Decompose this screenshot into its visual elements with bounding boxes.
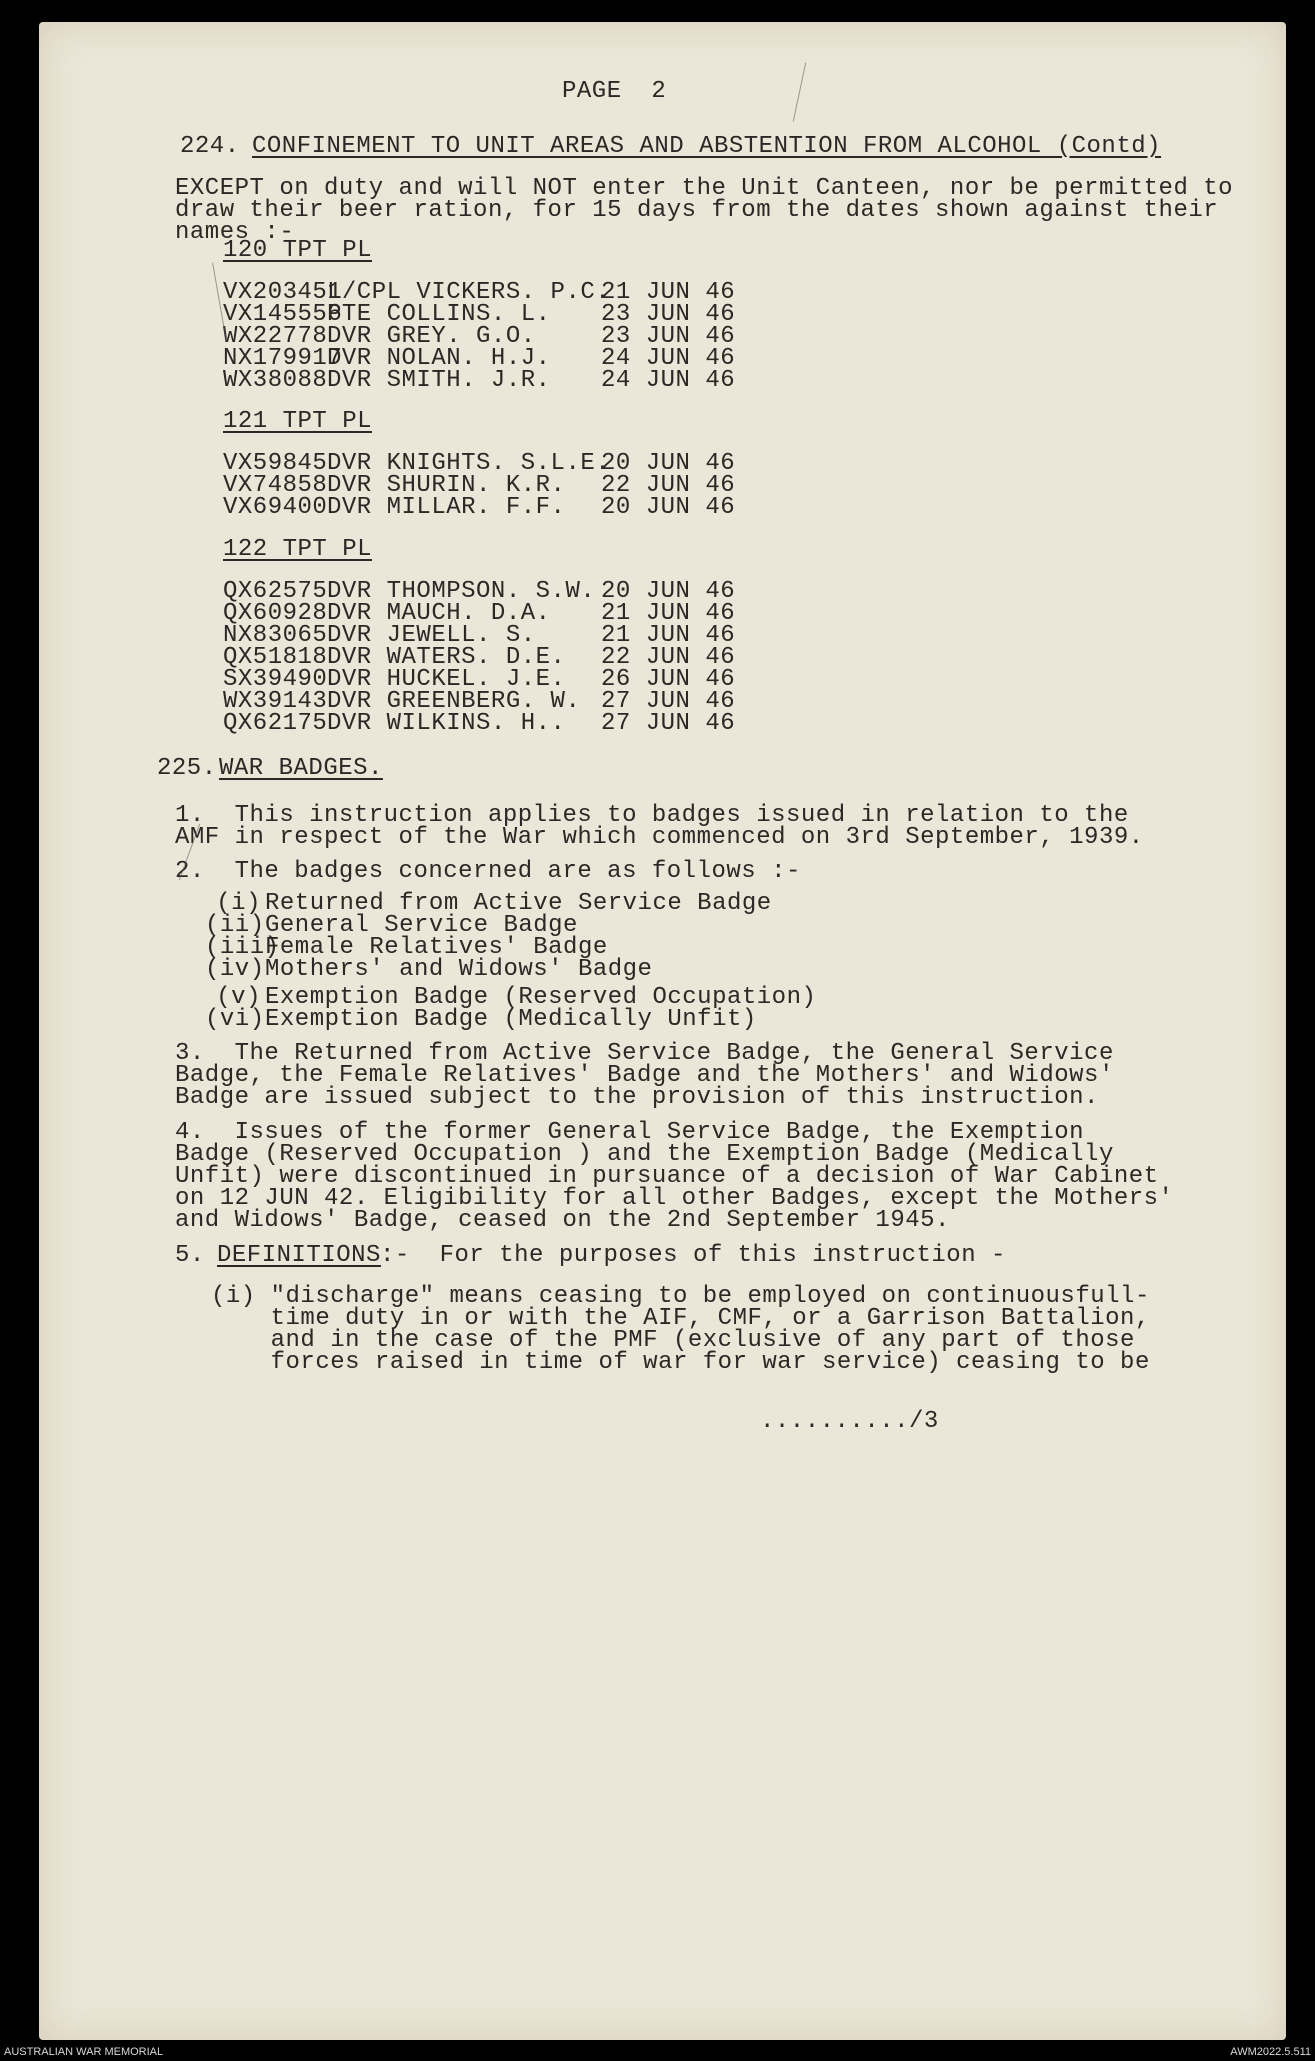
para-4-line-2: Badge (Reserved Occupation ) and the Exemption Badge (Medically — [175, 1141, 1114, 1168]
pencil-mark — [793, 63, 806, 122]
date: 23 JUN 46 — [601, 301, 736, 328]
date: 22 JUN 46 — [601, 644, 736, 671]
para-3-line-3: Badge are issued subject to the provision of this instruction. — [175, 1084, 1099, 1111]
service-number: VX203451 — [223, 279, 343, 306]
date: 23 JUN 46 — [601, 323, 736, 350]
date: 26 JUN 46 — [601, 666, 736, 693]
section-224-number: 224. — [180, 133, 240, 160]
para-4-line-3: Unfit) were discontinued in pursuance of a decision of War Cabinet — [175, 1163, 1159, 1190]
section-225-heading: WAR BADGES. — [219, 755, 383, 782]
badge-number: (i) — [216, 890, 261, 917]
para-4-line-5: and Widows' Badge, ceased on the 2nd September 1945. — [175, 1207, 950, 1234]
para-5-rest: :- For the purposes of this instruction - — [380, 1242, 1006, 1269]
badge-name: Exemption Badge (Medically Unfit) — [265, 1006, 757, 1033]
section-224-heading: CONFINEMENT TO UNIT AREAS AND ABSTENTION FROM ALCOHOL (Contd) — [252, 133, 1162, 160]
rank-and-name: PTE COLLINS. L. — [327, 301, 551, 328]
date: 22 JUN 46 — [601, 472, 736, 499]
para-3-line-2: Badge, the Female Relatives' Badge and the Mothers' and Widows' — [175, 1062, 1114, 1089]
rank-and-name: DVR NOLAN. H.J. — [327, 345, 551, 372]
date: 20 JUN 46 — [601, 494, 736, 521]
badge-name: Mothers' and Widows' Badge — [265, 956, 653, 983]
para-1-line-2: AMF in respect of the War which commenced on 3rd September, 1939. — [175, 824, 1144, 851]
service-number: NX179917 — [223, 345, 343, 372]
para-2: 2. The badges concerned are as follows :- — [175, 858, 801, 885]
service-number: QX62175 — [223, 710, 328, 737]
service-number: QX60928 — [223, 600, 328, 627]
para-3-line-1: 3. The Returned from Active Service Badge, the General Service — [175, 1040, 1114, 1067]
section-224-intro-line-1: EXCEPT on duty and will NOT enter the Unit Canteen, nor be permitted to — [175, 175, 1234, 202]
para-1-line-1: 1. This instruction applies to badges issued in relation to the — [175, 802, 1129, 829]
para-4-line-1: 4. Issues of the former General Service Badge, the Exemption — [175, 1119, 1085, 1146]
badge-number: (v) — [216, 984, 261, 1011]
footer-right: AWM2022.5.511 — [1230, 2046, 1311, 2058]
rank-and-name: DVR SHURIN. K.R. — [327, 472, 566, 499]
para-4-line-4: on 12 JUN 42. Eligibility for all other Badges, except the Mothers' — [175, 1185, 1174, 1212]
para-5-label: DEFINITIONS — [217, 1242, 381, 1269]
rank-and-name: DVR HUCKEL. J.E. — [327, 666, 566, 693]
badge-number: (iv) — [205, 956, 265, 983]
rank-and-name: DVR KNIGHTS. S.L.E. — [327, 450, 611, 477]
definition-i-line-4: forces raised in time of war for war service) ceasing to be — [211, 1349, 1150, 1376]
date: 20 JUN 46 — [601, 578, 736, 605]
definition-i-line-2: time duty in or with the AIF, CMF, or a Garrison Battalion, — [211, 1305, 1150, 1332]
badge-number: (ii) — [205, 912, 265, 939]
platoon-heading: 121 TPT PL — [223, 408, 373, 435]
rank-and-name: DVR GREENBERG. W. — [327, 688, 581, 715]
service-number: NX83065 — [223, 622, 328, 649]
date: 21 JUN 46 — [601, 600, 736, 627]
service-number: WX22778 — [223, 323, 328, 350]
definition-i-line-3: and in the case of the PMF (exclusive of any part of those — [211, 1327, 1135, 1354]
date: 27 JUN 46 — [601, 688, 736, 715]
definition-i-line-1: (i) "discharge" means ceasing to be employed on continuousfull- — [211, 1283, 1150, 1310]
service-number: QX51818 — [223, 644, 328, 671]
date: 21 JUN 46 — [601, 279, 736, 306]
service-number: VX59845 — [223, 450, 328, 477]
rank-and-name: DVR THOMPSON. S.W. — [327, 578, 596, 605]
rank-and-name: L/CPL VICKERS. P.C. — [327, 279, 611, 306]
service-number: VX69400 — [223, 494, 328, 521]
badge-name: Returned from Active Service Badge — [265, 890, 772, 917]
date: 27 JUN 46 — [601, 710, 736, 737]
rank-and-name: DVR JEWELL. S. — [327, 622, 536, 649]
date: 20 JUN 46 — [601, 450, 736, 477]
platoon-heading: 122 TPT PL — [223, 536, 373, 563]
rank-and-name: DVR WATERS. D.E. — [327, 644, 566, 671]
badge-name: Exemption Badge (Reserved Occupation) — [265, 984, 817, 1011]
section-224-intro-line-3: names :- — [175, 219, 295, 246]
document-page — [39, 22, 1286, 2040]
badge-name: Female Relatives' Badge — [265, 934, 608, 961]
service-number: QX62575 — [223, 578, 328, 605]
rank-and-name: DVR MAUCH. D.A. — [327, 600, 551, 627]
para-5-number: 5. — [175, 1242, 205, 1269]
section-225-number: 225. — [157, 755, 217, 782]
rank-and-name: DVR GREY. G.O. — [327, 323, 536, 350]
continuation-marker: ........../3 — [760, 1408, 939, 1435]
service-number: WX39143 — [223, 688, 328, 715]
rank-and-name: DVR MILLAR. F.F. — [327, 494, 566, 521]
service-number: VX74858 — [223, 472, 328, 499]
service-number: VX145556 — [223, 301, 343, 328]
footer-left: AUSTRALIAN WAR MEMORIAL — [4, 2046, 164, 2058]
date: 24 JUN 46 — [601, 345, 736, 372]
badge-name: General Service Badge — [265, 912, 578, 939]
service-number: WX38088 — [223, 367, 328, 394]
date: 24 JUN 46 — [601, 367, 736, 394]
badge-number: (vi) — [205, 1006, 265, 1033]
rank-and-name: DVR WILKINS. H.. — [327, 710, 566, 737]
rank-and-name: DVR SMITH. J.R. — [327, 367, 551, 394]
platoon-heading: 120 TPT PL — [223, 237, 373, 264]
page-label: PAGE 2 — [562, 78, 667, 105]
section-224-intro-line-2: draw their beer ration, for 15 days from the dates shown against their — [175, 197, 1219, 224]
date: 21 JUN 46 — [601, 622, 736, 649]
service-number: SX39490 — [223, 666, 328, 693]
badge-number: (iii) — [205, 934, 280, 961]
